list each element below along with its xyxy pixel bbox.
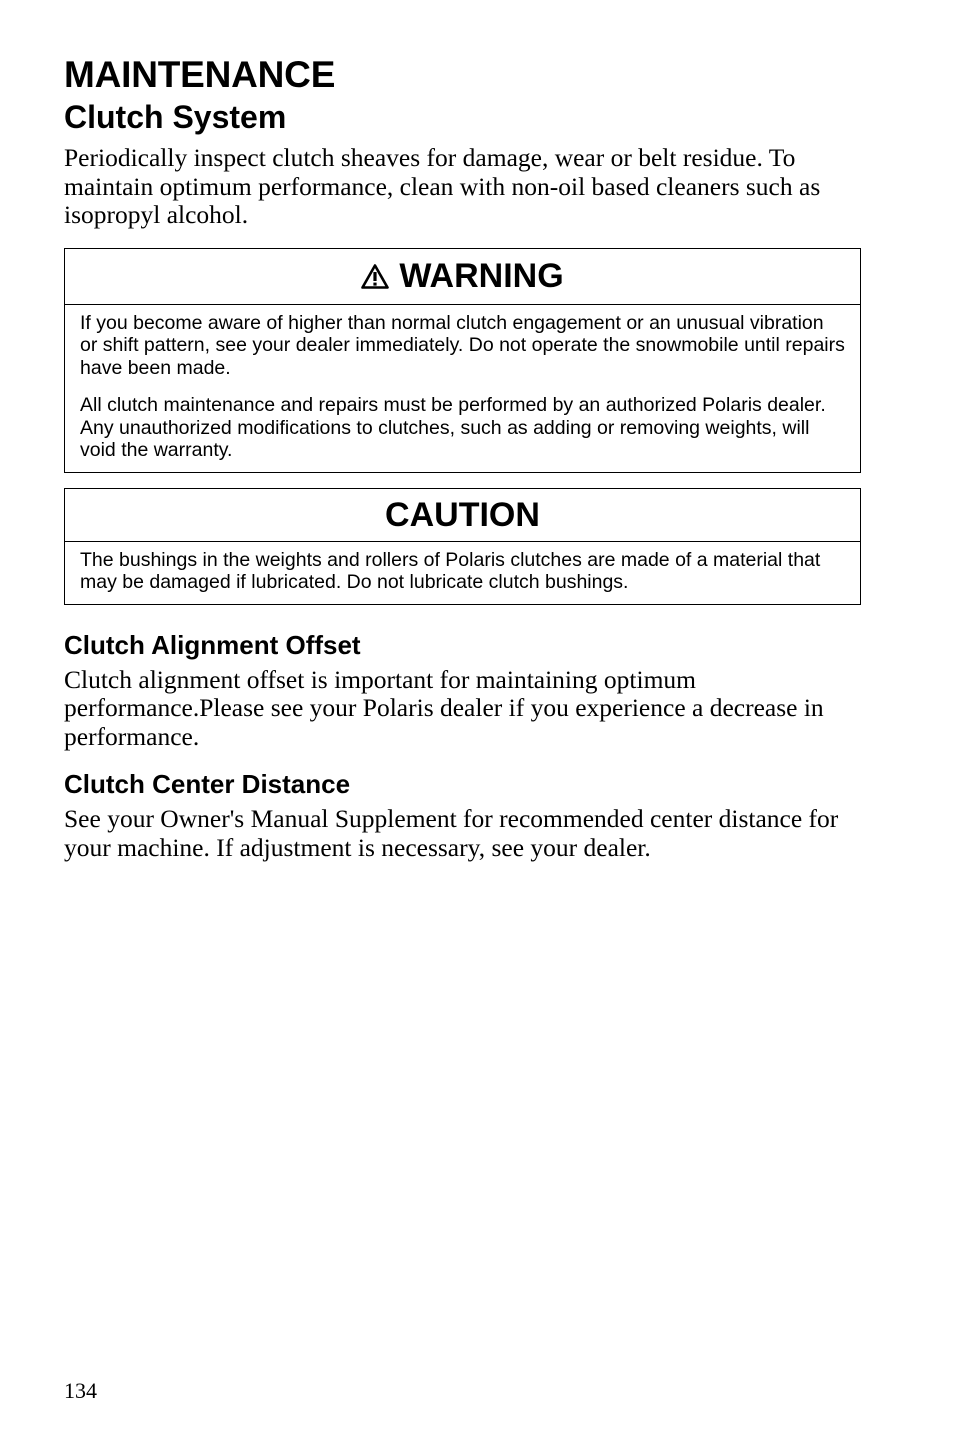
- page-number: 134: [64, 1378, 97, 1403]
- warning-paragraph: If you become aware of higher than normal clutch engagement or an unusual vibration or shift pattern, see your dealer immediately. Do not operate the snowmobile until repairs have been made.: [80, 311, 845, 379]
- alignment-paragraph: Clutch alignment offset is important for maintaining optimum performance.Please see your Polaris dealer if you experience a decrease in performance.: [64, 664, 824, 751]
- warning-title: WARNING: [399, 257, 564, 295]
- warning-paragraph: All clutch maintenance and repairs must be performed by an authorized Polaris dealer. Any unauthorized modifications to clutches, such as adding or removing weights, will void the warranty.: [80, 394, 826, 461]
- intro-paragraph: Periodically inspect clutch sheaves for damage, wear or belt residue. To maintain optimum performance, clean with non-oil based cleaners such as isopropyl alcohol.: [64, 143, 821, 229]
- center-distance-paragraph: See your Owner's Manual Supplement for recommended center distance for your machine. If adjustment is necessary, see your dealer.: [64, 804, 839, 862]
- subsection-title: Clutch System: [64, 99, 287, 135]
- warning-triangle-icon: [361, 264, 389, 289]
- caution-body: [65, 542, 860, 604]
- center-distance-heading: Clutch Center Distance: [64, 769, 351, 799]
- page-content: [64, 54, 864, 862]
- caution-paragraph: The bushings in the weights and rollers of Polaris clutches are made of a material that may be damaged if lubricated. Do not lubricate clutch bushings.: [80, 548, 821, 593]
- alignment-heading: Clutch Alignment Offset: [64, 629, 361, 660]
- section-title: MAINTENANCE: [64, 54, 336, 95]
- caution-title: CAUTION: [385, 495, 540, 534]
- warning-body: [65, 305, 860, 472]
- warning-header: [65, 249, 860, 305]
- warning-box: [64, 248, 861, 473]
- caution-box: [64, 488, 861, 605]
- caution-header: [65, 489, 860, 542]
